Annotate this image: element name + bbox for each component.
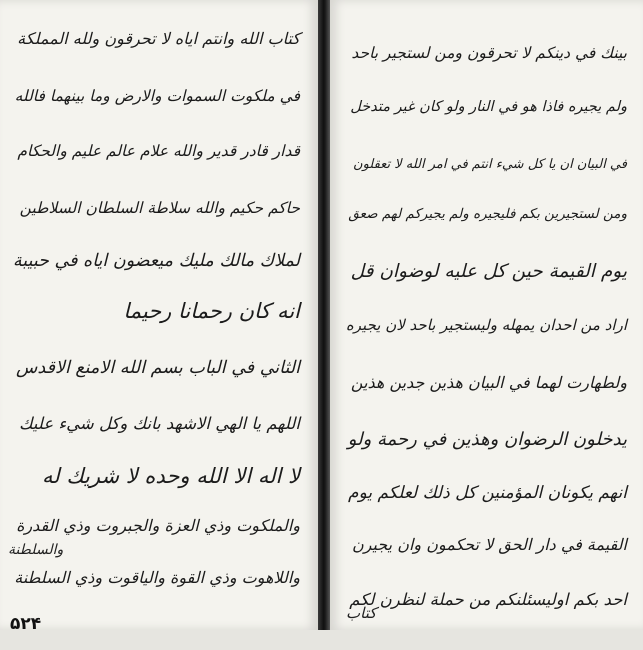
right-line-1: بينك في دينكم لا تحرقون ومن لستجير باحد — [351, 44, 627, 62]
right-page — [330, 0, 643, 630]
right-line-3: في البيان ان يا كل شيء انتم في امر الله لا تعقلون — [353, 157, 627, 172]
right-line-10: القيمة في دار الحق لا تحكمون وان يجيرن — [351, 535, 627, 554]
right-line-7: ولطهارت لهما في البيان هذين جدين هذين — [350, 373, 627, 392]
left-line-6: انه كان رحمانا رحيما — [123, 299, 300, 323]
left-line-3: قدار قادر قدير والله علام عالم عليم والحكام — [17, 142, 300, 160]
right-line-9: انهم يكونان المؤمنين كل ذلك لعلكم يوم — [348, 483, 627, 503]
right-line-8: يدخلون الرضوان وهذين في رحمة ولو — [347, 429, 627, 450]
page-number: ۵۲۴ — [10, 614, 42, 634]
left-line-5: لملاك مالك مليك ميعضون اياه في حبيبة — [12, 251, 300, 271]
right-line-5: يوم القيمة حين كل عليه لوضوان قل — [350, 261, 627, 282]
left-line-1: كتاب الله وانتم اياه لا تحرقون ولله المملكة — [17, 29, 300, 48]
left-line-11: واللاهوت وذي القوة والياقوت وذي السلطنة — [14, 568, 300, 587]
left-line-2: في ملكوت السموات والارض وما بينهما فالله — [14, 87, 300, 105]
left-line-8: اللهم يا الهي الاشهد بانك وكل شيء عليك — [18, 414, 300, 433]
margin-note: والسلطنة — [8, 542, 64, 558]
bottom-margin — [0, 630, 643, 650]
right-line-11: احد بكم اوليسئلنكم من حملة لنظرن لكم — [349, 590, 627, 609]
left-page — [0, 0, 318, 630]
left-line-9: لا اله الا الله وحده لا شريك له — [42, 464, 300, 488]
left-line-7: الثاني في الباب بسم الله الامنع الاقدس — [16, 358, 300, 378]
right-line-4: ومن لستجيرين بكم فليجيره ولم يجيركم لهم صعق — [348, 206, 627, 222]
left-line-10: والملكوت وذي العزة والجبروت وذي القدرة — [16, 516, 300, 535]
right-line-6: اراد من احدان يمهله وليستجير باحد لان يجيره — [345, 316, 627, 334]
catchword: كتاب — [346, 604, 377, 622]
left-line-4: حاكم حكيم والله سلاطة السلطان السلاطين — [19, 199, 300, 217]
right-line-2: ولم يجيره فاذا هو في النار ولو كان غير متدخل — [350, 99, 627, 115]
book-gutter — [318, 0, 330, 650]
